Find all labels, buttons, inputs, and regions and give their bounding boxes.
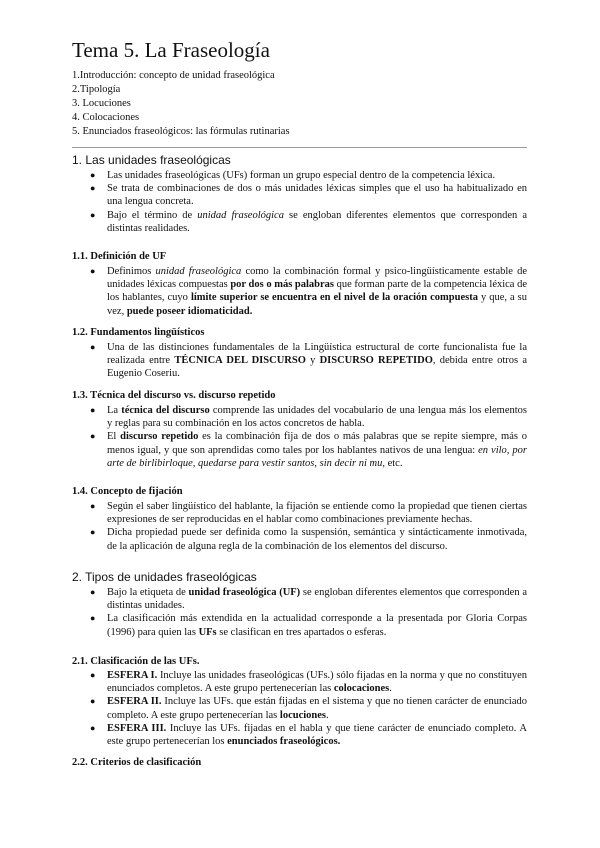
item-text: La clasificación más extendida en la actualidad corresponde a la presentada por Gloria Corpas (1996) para quien las bbox=[107, 613, 527, 638]
item-term: unidad fraseológica bbox=[155, 266, 242, 277]
bullet-icon: ● bbox=[90, 613, 96, 624]
bullet-list bbox=[90, 169, 527, 235]
item-text: . bbox=[389, 683, 392, 695]
bullet-icon: ● bbox=[90, 696, 96, 707]
toc-item: 1.Introducción: concepto de unidad fraseológica bbox=[72, 70, 275, 81]
item-bold: puede poseer idiomaticidad. bbox=[126, 305, 253, 317]
list-item bbox=[90, 404, 527, 430]
bullet-icon: ● bbox=[90, 431, 96, 442]
bullet-icon: ● bbox=[90, 527, 96, 538]
page-title: Tema 5. La Fraseología bbox=[72, 38, 270, 62]
bullet-list bbox=[90, 341, 527, 381]
item-bold: técnica del discurso bbox=[121, 405, 210, 416]
item-text: La bbox=[107, 405, 122, 416]
list-item bbox=[90, 586, 527, 612]
item-bold: locuciones bbox=[279, 709, 326, 721]
list-item bbox=[90, 169, 527, 182]
section-heading: 1. Las unidades fraseológicas bbox=[72, 153, 231, 167]
item-text: Incluye las UFs. que están fijadas en el sistema y que no tienen carácter de enunciado completo. A este grupo pertenecerían las bbox=[107, 696, 527, 721]
item-text: se engloban diferentes elementos que corresponden a distintas realidades. bbox=[107, 209, 527, 234]
list-item bbox=[90, 695, 527, 721]
list-item bbox=[90, 341, 527, 381]
item-text: Las unidades fraseológicas (UFs) forman un grupo especial dentro de la competencia léxica. bbox=[107, 170, 496, 181]
list-item bbox=[90, 500, 527, 526]
bullet-icon: ● bbox=[90, 501, 96, 511]
bullet-icon: ● bbox=[90, 587, 96, 597]
divider bbox=[72, 147, 527, 148]
item-bold: límite superior se encuentra en el nivel de la oración compuesta bbox=[190, 292, 478, 304]
item-bold: TÉCNICA DEL DISCURSO bbox=[174, 355, 306, 367]
item-text: Incluye las unidades fraseológicas (UFs.) sólo fijadas en la norma y que no constituyen enunciados completos. A este grupo pertenecerían las bbox=[107, 670, 527, 695]
item-label: ESFERA I. bbox=[107, 670, 158, 681]
bullet-icon: ● bbox=[90, 722, 96, 733]
bullet-icon: ● bbox=[90, 183, 96, 194]
item-text: etc. bbox=[384, 457, 403, 469]
bullet-list bbox=[90, 669, 527, 748]
item-text: comprende las unidades del vocabulario de una lengua más los elementos y reglas para su combinación en los actos concretos de habla. bbox=[107, 405, 528, 430]
bullet-list bbox=[90, 404, 527, 470]
item-text: Dicha propiedad puede ser definida como la suspensión, semántica y sintácticamente inmotivada, de la aplicación de alguna regla de la combinación de los elementos del discurso. bbox=[107, 527, 527, 552]
subsection-heading: 1.4. Concepto de fijación bbox=[72, 486, 183, 497]
item-term: unidad fraseológica bbox=[197, 209, 284, 221]
subsection-heading: 1.2. Fundamentos lingüísticos bbox=[72, 327, 205, 338]
list-item bbox=[90, 430, 527, 470]
bullet-icon: ● bbox=[90, 670, 96, 680]
item-text: y bbox=[305, 355, 320, 367]
bullet-list bbox=[90, 265, 527, 318]
bullet-icon: ● bbox=[90, 405, 96, 415]
subsection-heading: 2.1. Clasificación de las UFs. bbox=[72, 656, 200, 667]
item-text: que forman parte de la competencia léxica de los hablantes, cuyo bbox=[107, 279, 527, 304]
item-bold: enunciados fraseológicos. bbox=[227, 736, 341, 748]
item-text: Definimos bbox=[107, 266, 156, 277]
item-bold: UFs bbox=[198, 626, 217, 638]
toc-item: 3. Locuciones bbox=[72, 98, 131, 109]
list-item bbox=[90, 265, 527, 318]
subsection-heading: 2.2. Criterios de clasificación bbox=[72, 757, 202, 768]
item-text: se clasifican en tres apartados o esferas. bbox=[216, 626, 387, 638]
bullet-icon: ● bbox=[90, 209, 96, 220]
item-label: ESFERA II. bbox=[107, 696, 162, 708]
bullet-icon: ● bbox=[90, 266, 96, 276]
toc-item: 2.Tipología bbox=[72, 84, 121, 95]
toc-item: 5. Enunciados fraseológicos: las fórmulas rutinarias bbox=[72, 126, 290, 137]
item-bold: discurso repetido bbox=[120, 431, 199, 443]
list-item bbox=[90, 722, 527, 748]
list-item bbox=[90, 182, 527, 208]
item-text: Bajo la etiqueta de bbox=[107, 587, 189, 598]
item-bold: por dos o más palabras bbox=[230, 279, 335, 291]
section-heading: 2. Tipos de unidades fraseológicas bbox=[72, 570, 257, 584]
bullet-list bbox=[90, 500, 527, 553]
bullet-icon: ● bbox=[90, 170, 96, 180]
item-text: como la combinación formal y psico-lingüísticamente estable de unidades léxicas compuestas bbox=[107, 266, 527, 291]
table-of-contents bbox=[72, 69, 290, 139]
item-text: Se trata de combinaciones de dos o más unidades léxicas simples que el uso ha habitualizado en una lengua concreta. bbox=[107, 183, 527, 208]
item-text: El bbox=[107, 431, 121, 443]
list-item bbox=[90, 209, 527, 235]
item-text: es la combinación fija de dos o más palabras que se repite siempre, más o menos igual, y que son aprendidas como tales por los hablantes nativos de una lengua: bbox=[107, 431, 527, 456]
item-text: Incluye las UFs. fijadas en el habla y que tiene carácter de enunciado completo. A este grupo pertenecerían los bbox=[107, 722, 527, 748]
item-text: se engloban diferentes elementos que corresponden a distintas unidades. bbox=[107, 587, 527, 612]
list-item bbox=[90, 669, 527, 695]
bullet-icon: ● bbox=[90, 342, 96, 352]
item-bold: colocaciones bbox=[333, 683, 390, 695]
item-examples: en vilo, por arte de birlibirloque, quedarse para vestir santos, sin decir ni mu, bbox=[107, 444, 527, 469]
item-label: ESFERA III. bbox=[107, 722, 167, 734]
toc-item: 4. Colocaciones bbox=[72, 112, 140, 123]
list-item bbox=[90, 526, 527, 552]
item-text: , debida entre otros a Eugenio Coseriu. bbox=[107, 355, 528, 380]
item-bold: DISCURSO REPETIDO bbox=[319, 355, 433, 367]
item-text: Bajo el término de bbox=[107, 209, 198, 221]
item-text: Según el saber lingüístico del hablante, la fijación se entiende como la propiedad que tienen ciertas expresiones de ser reproducidas en el hablar como combinaciones previamente hechas. bbox=[107, 501, 527, 526]
item-text: . bbox=[326, 709, 329, 721]
subsection-heading: 1.1. Definición de UF bbox=[72, 251, 167, 262]
item-text: y que, a su vez, bbox=[107, 292, 527, 317]
list-item bbox=[90, 612, 527, 638]
subsection-heading: 1.3. Técnica del discurso vs. discurso repetido bbox=[72, 390, 276, 401]
item-bold: unidad fraseológica (UF) bbox=[188, 587, 301, 598]
item-text: Una de las distinciones fundamentales de la Lingüística estructural de corte funcionalista fue la realizada entre bbox=[107, 342, 527, 367]
bullet-list bbox=[90, 586, 527, 639]
